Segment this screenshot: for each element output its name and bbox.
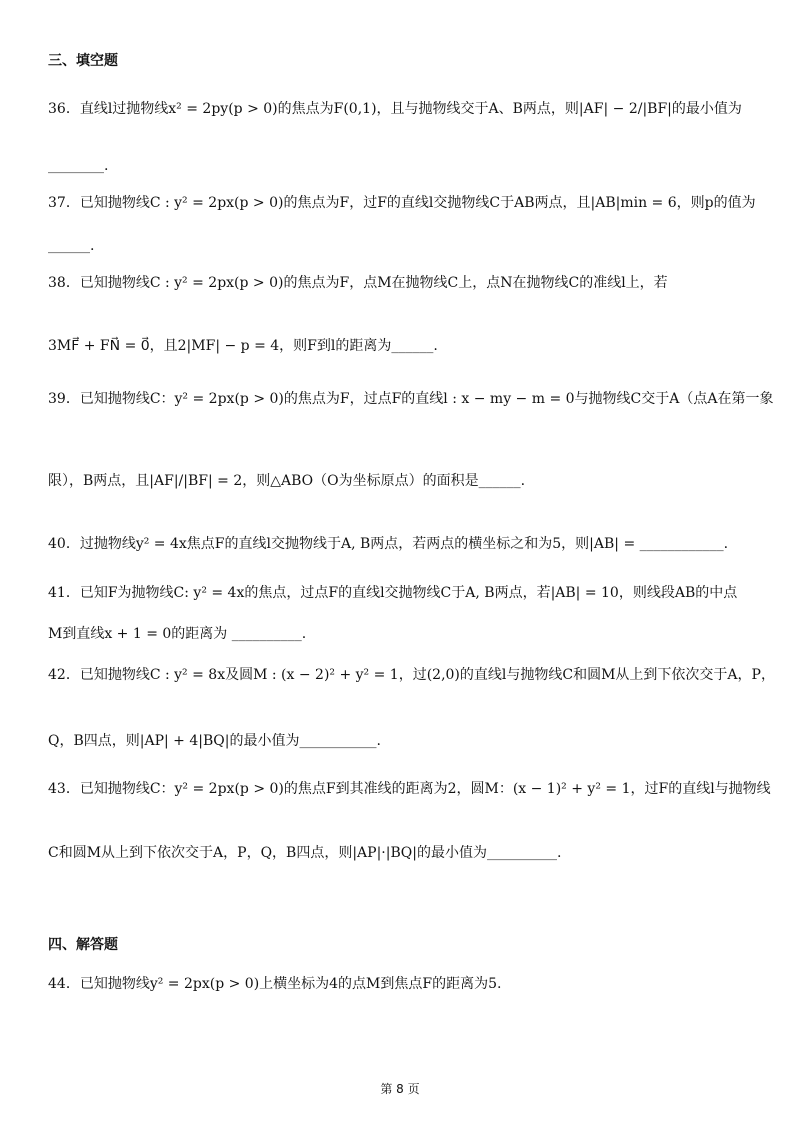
- section-heading-answer: 四、解答题: [48, 937, 118, 953]
- question-43-line-2: C和圆M从上到下依次交于A，P，Q，B四点，则|AP|·|BQ|的最小值为__________.: [48, 845, 562, 861]
- question-39-line-1: 39．已知抛物线C：y² = 2px(p > 0)的焦点为F，过点F的直线l : x − my − m = 0与抛物线C交于A（点A在第一象: [48, 391, 774, 407]
- section-heading-fill-blank: 三、填空题: [48, 53, 118, 69]
- question-36-line-1: 36．直线l过抛物线x² = 2py(p > 0)的焦点为F(0,1)，且与抛物线交于A、B两点，则|AF| − 2/|BF|的最小值为: [48, 101, 742, 117]
- question-38-line-1: 38．已知抛物线C : y² = 2px(p > 0)的焦点为F，点M在抛物线C上，点N在抛物线C的准线l上，若: [48, 275, 668, 291]
- question-39-line-2: 限），B两点，且|AF|/|BF| = 2，则△ABO（O为坐标原点）的面积是______.: [48, 473, 526, 489]
- question-44-line-1: 44．已知抛物线y² = 2px(p > 0)上横坐标为4的点M到焦点F的距离为5.: [48, 976, 502, 992]
- page-number: 第 8 页: [380, 1082, 420, 1096]
- question-37-line-2: ______.: [48, 238, 95, 254]
- question-38-line-2: 3MF⃗ + FN⃗ = 0⃗，且2|MF| − p = 4，则F到l的距离为______.: [48, 338, 438, 354]
- question-36-line-2: ________.: [48, 158, 109, 174]
- question-42-line-1: 42．已知抛物线C : y² = 8x及圆M : (x − 2)² + y² = 1，过(2,0)的直线l与抛物线C和圆M从上到下依次交于A，P，: [48, 667, 775, 683]
- question-41-line-2: M到直线x + 1 = 0的距离为 __________.: [48, 626, 307, 642]
- question-43-line-1: 43．已知抛物线C：y² = 2px(p > 0)的焦点F到其准线的距离为2，圆M：(x − 1)² + y² = 1，过F的直线l与抛物线: [48, 781, 771, 797]
- question-42-line-2: Q，B四点，则|AP| + 4|BQ|的最小值为___________.: [48, 733, 381, 749]
- question-40-line-1: 40．过抛物线y² = 4x焦点F的直线l交抛物线于A, B两点，若两点的横坐标之和为5，则|AB| = ____________.: [48, 536, 729, 552]
- question-41-line-1: 41．已知F为抛物线C: y² = 4x的焦点，过点F的直线l交抛物线C于A, B两点，若|AB| = 10，则线段AB的中点: [48, 585, 738, 601]
- question-37-line-1: 37．已知抛物线C : y² = 2px(p > 0)的焦点为F，过F的直线l交抛物线C于AB两点，且|AB|min = 6，则p的值为: [48, 195, 756, 211]
